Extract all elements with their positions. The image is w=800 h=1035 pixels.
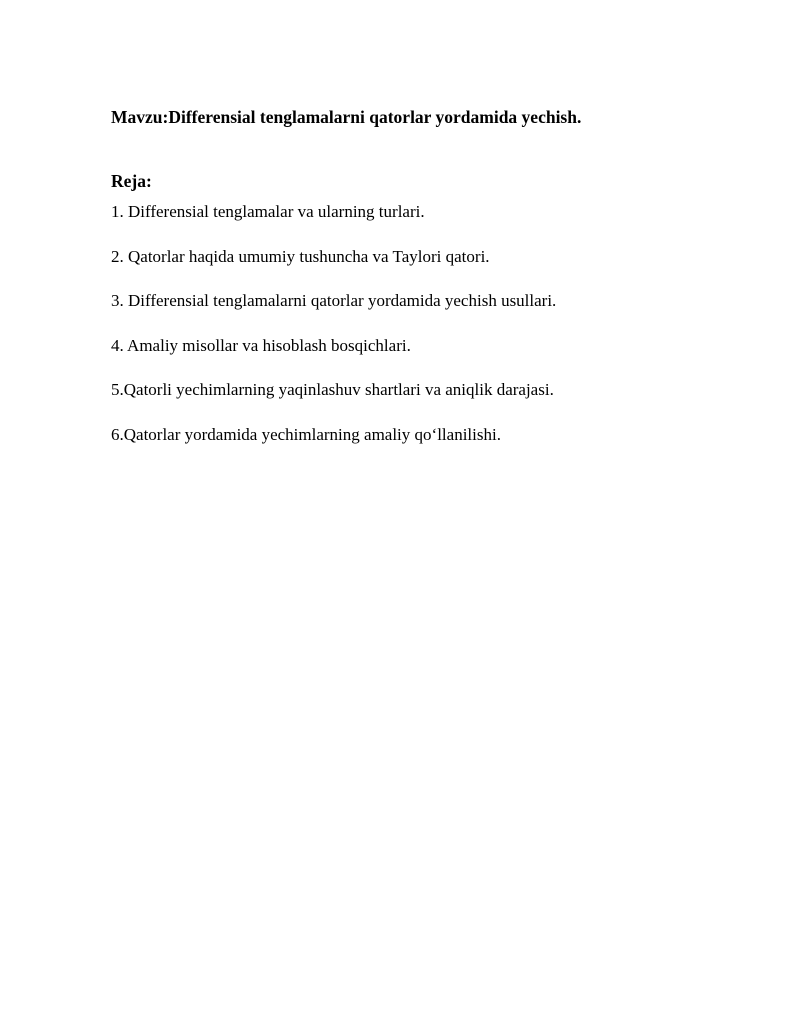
plan-item-1: 1. Differensial tenglamalar va ularning turlari. bbox=[111, 202, 425, 221]
plan-item-4: 4. Amaliy misollar va hisoblash bosqichlari. bbox=[111, 335, 411, 355]
document-title: Mavzu:Differensial tenglamalarni qatorlar yordamida yechish. bbox=[111, 107, 582, 127]
plan-heading: Reja: bbox=[111, 171, 152, 191]
plan-item-2: 2. Qatorlar haqida umumiy tushuncha va Taylori qatori. bbox=[111, 246, 490, 266]
plan-item-6: 6.Qatorlar yordamida yechimlarning amaliy qo‘llanilishi. bbox=[111, 424, 501, 444]
plan-list bbox=[111, 200, 556, 468]
plan-item-3: 3. Differensial tenglamalarni qatorlar yordamida yechish usullari. bbox=[111, 291, 557, 311]
plan-item-5: 5.Qatorli yechimlarning yaqinlashuv shartlari va aniqlik darajasi. bbox=[111, 380, 554, 400]
